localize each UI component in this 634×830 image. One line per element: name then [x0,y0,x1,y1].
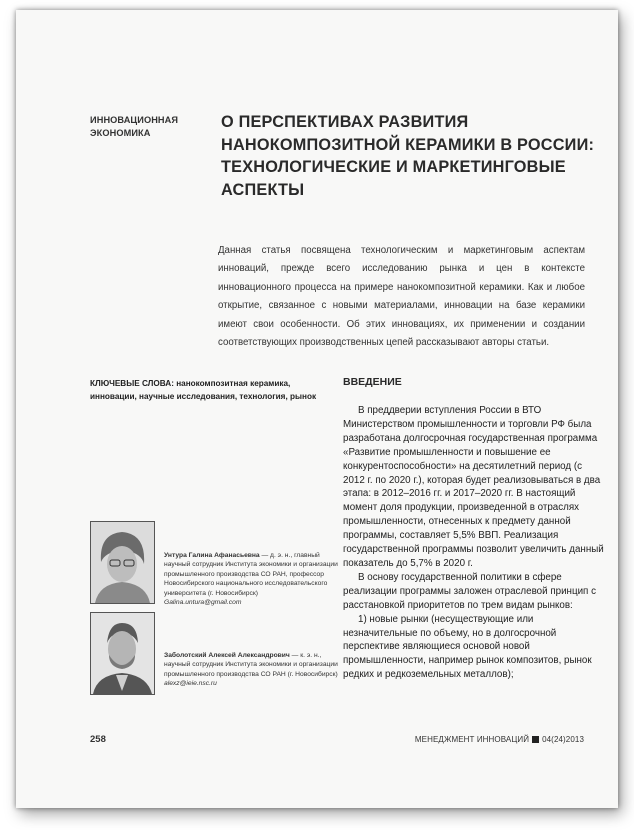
journal-name: МЕНЕДЖМЕНТ ИННОВАЦИЙ [414,735,530,744]
article-body [343,404,605,682]
author-bio: — д. э. н., главный научный сотрудник Института экономики и организации промышленного производства СО РАН, профессор Новосибирского национального исследовательского университета (г. Новосибирск) [164,552,338,597]
section-label [90,114,210,139]
author-info [164,651,339,689]
author-bio: — к. э. н., научный сотрудник Института экономики и организации промышленного производства СО РАН (г. Новосибирск) [164,652,338,678]
body-paragraph: В основу государственной политики в сфере реализации программы заложен отраслевой принцип с расстановкой приоритетов по трем видам рынков: [343,571,596,611]
journal-page [16,10,618,808]
keywords-text: нанокомпозитная керамика, инновации, научные исследования, технология, рынок [90,379,317,401]
author-info [164,551,339,607]
body-paragraph: В преддверии вступления России в ВТО Министерством промышленности и торговли РФ была разработана долгосрочная государственная программа «Развитие промышленности и повышение ее конкурентоспособности» на десятилетний период (с 2012 г. по 2020 г.), которая будет реализовываться в два этапа: в 2012–2016 гг. и 2017–2020 гг. В настоящий момент доля продукции, произведенной в отраслях промышленности, отнесенных к предмету данной программы, составляет 5,5% ВВП. Реализация государственной программы позволит увеличить данный показатель до 5,7% в 2020 г. [343,405,604,569]
title-line: О ПЕРСПЕКТИВАХ РАЗВИТИЯ [221,113,469,131]
author-email: alexz@ieie.nsc.ru [164,680,217,688]
abstract [218,242,585,352]
journal-issue: 04(24)2013 [542,735,584,744]
journal-footer [415,735,584,744]
abstract-text: Данная статья посвящена технологическим и маркетинговым аспектам инноваций, прежде всего исследованию рынка и цен в контексте инновационного процесса на примере нанокомпозитной керамики. Как и любое открытие, связанное с новыми материалами, инновации на базе керамики имеют свои особенности. Об этих инновациях, их применении и создании соответствующих производственных цепей рассказывают авторы статьи. [218,245,585,349]
intro-heading: ВВЕДЕНИЕ [343,376,402,388]
author-photo [90,521,155,604]
author-email: Galina.untura@gmail.com [164,599,242,607]
title-line: НАНОКОМПОЗИТНОЙ КЕРАМИКИ В РОССИИ: [221,135,595,154]
author-photo [90,612,155,695]
title-line: АСПЕКТЫ [221,180,305,199]
section-label-line: ЭКОНОМИКА [90,127,151,138]
keywords-label: КЛЮЧЕВЫЕ СЛОВА: [90,379,174,388]
article-title [221,111,601,201]
page-number: 258 [90,734,106,745]
body-paragraph: 1) новые рынки (несуществующие или незначительные по объему, но в долгосрочной перспективе являющиеся основой новой промышленности, например рынок композитов, рынок редких и редкоземельных металлов); [343,613,592,681]
author-name: Заболотский Алексей Александрович [164,652,290,659]
author-name: Унтура Галина Афанасьевна [164,552,260,559]
section-label-line: ИННОВАЦИОННАЯ [90,115,179,125]
keywords [90,377,330,403]
square-separator-icon [532,736,539,743]
title-line: ТЕХНОЛОГИЧЕСКИЕ И МАРКЕТИНГОВЫЕ [221,158,566,176]
